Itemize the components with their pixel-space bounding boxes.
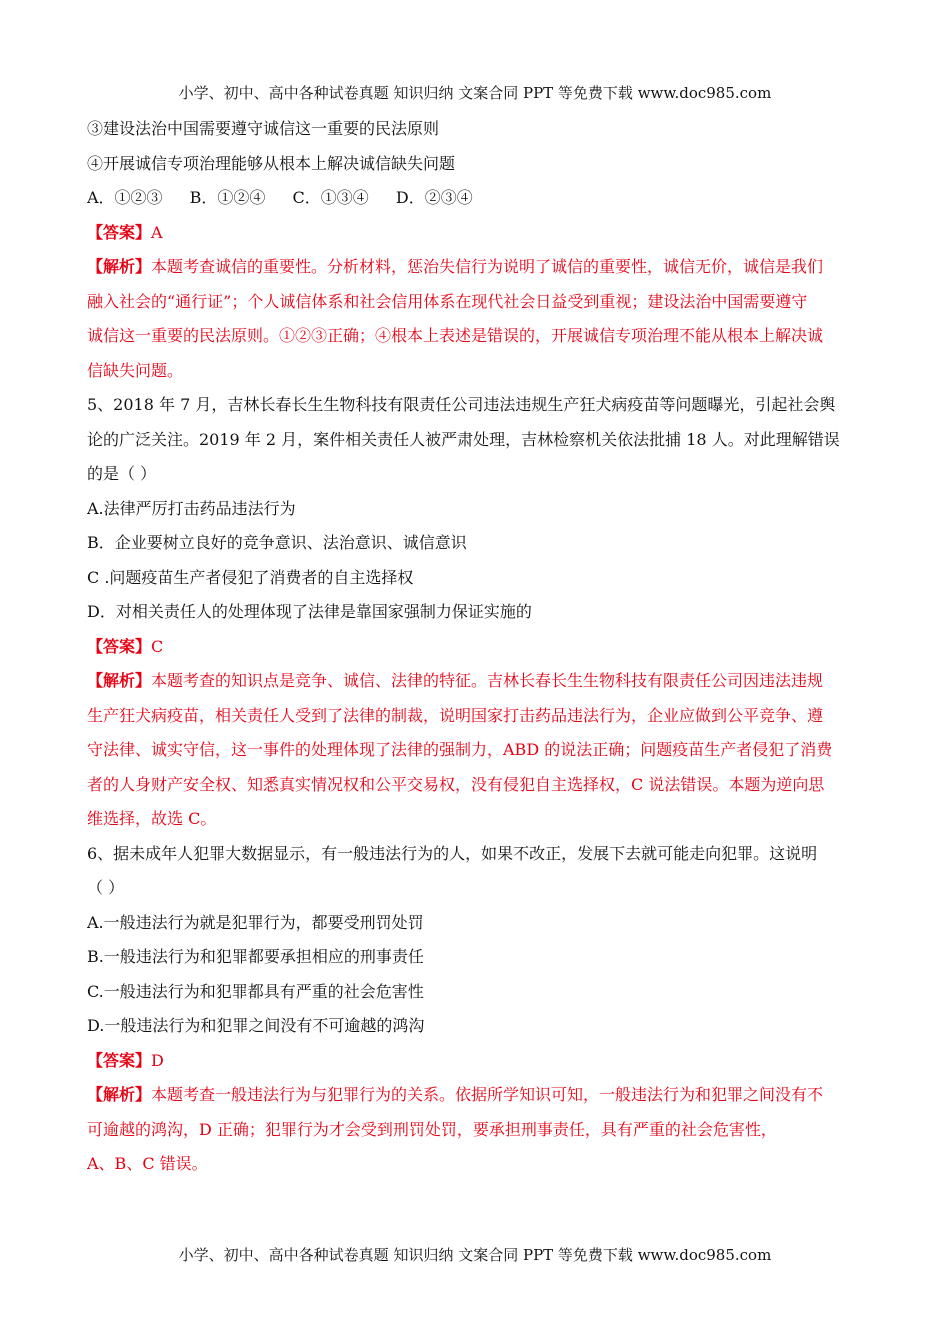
q6-answer: [87, 1044, 867, 1079]
q6-option-d: D.一般违法行为和犯罪之间没有不可逾越的鸿沟: [87, 1016, 425, 1035]
answer-value: A: [151, 222, 163, 242]
q5-option-a: A.法律严厉打击药品违法行为: [87, 498, 296, 518]
q4-item-3: ③建设法治中国需要遵守诚信这一重要的民法原则: [87, 119, 440, 138]
page-header: 小学、初中、高中各种试卷真题 知识归纳 文案合同 PPT 等免费下载 www.doc985.com: [178, 84, 772, 102]
q5-answer: [87, 630, 867, 665]
q6-explanation-line: 【解析】本题考查一般违法行为与犯罪行为的关系。依据所学知识可知，一般违法行为和犯罪之间没有不: [87, 1085, 824, 1104]
q5-explanation-line: 者的人身财产安全权、知悉真实情况权和公平交易权，没有侵犯自主选择权，C 说法错误。本题为逆向思: [87, 774, 825, 794]
q4-option-d: D．②③④: [395, 188, 473, 207]
q5-explanation-line: 生产狂犬病疫苗，相关责任人受到了法律的制裁，说明国家打击药品违法行为，企业应做到公平竞争、遵: [87, 705, 824, 725]
explanation-label: 【解析】: [87, 1085, 152, 1104]
q6-explanation-line: 可逾越的鸿沟，D 正确；犯罪行为才会受到刑罚处罚，要承担刑事责任，具有严重的社会危害性，: [87, 1119, 777, 1139]
q4-option-a: A．①②③: [87, 188, 163, 207]
q5-option-c: C .问题疫苗生产者侵犯了消费者的自主选择权: [87, 567, 414, 587]
q6-explanation-line: A、B、C 错误。: [87, 1154, 208, 1173]
q4-answer: [87, 216, 867, 251]
explanation-label: 【解析】: [87, 671, 152, 690]
q6-option-b: B.一般违法行为和犯罪都要承担相应的刑事责任: [87, 947, 424, 966]
q5-option-b: B．企业要树立良好的竞争意识、法治意识、诚信意识: [87, 533, 467, 552]
q5-explanation-line: 守法律、诚实守信，这一事件的处理体现了法律的强制力，ABD 的说法正确；问题疫苗生产者侵犯了消费: [87, 740, 833, 759]
q4-explanation-line: 【解析】本题考查诚信的重要性。分析材料，惩治失信行为说明了诚信的重要性，诚信无价，诚信是我们: [87, 257, 824, 276]
q5-stem-line: 论的广泛关注。2019 年 2 月，案件相关责任人被严肃处理，吉林检察机关依法批捕 18 人。对此理解错误: [87, 429, 840, 449]
page-footer: 小学、初中、高中各种试卷真题 知识归纳 文案合同 PPT 等免费下载 www.doc985.com: [178, 1246, 772, 1264]
q5-stem-line: 的是（ ）: [87, 464, 157, 483]
answer-value: C: [151, 636, 164, 656]
page-content: [87, 112, 867, 1182]
q6-stem-line: 6、据未成年人犯罪大数据显示，有一般违法行为的人，如果不改正，发展下去就可能走向犯罪。这说明: [87, 843, 818, 863]
q4-option-b: B．①②④: [189, 188, 266, 207]
answer-label: 【答案】: [87, 222, 152, 242]
q4-item-4: ④开展诚信专项治理能够从根本上解决诚信缺失问题: [87, 153, 456, 173]
explanation-label: 【解析】: [87, 257, 152, 276]
q5-explanation-line: 维选择，故选 C。: [87, 809, 217, 828]
q5-option-d: D．对相关责任人的处理体现了法律是靠国家强制力保证实施的: [87, 602, 532, 621]
q5-explanation-line: 【解析】本题考查的知识点是竞争、诚信、法律的特征。吉林长春长生生物科技有限责任公司因违法违规: [87, 671, 824, 690]
q4-explanation-line: 信缺失问题。: [87, 360, 184, 380]
q4-explanation-line: 融入社会的“通行证”；个人诚信体系和社会信用体系在现代社会日益受到重视；建设法治中国需要遵守: [87, 291, 808, 311]
answer-label: 【答案】: [87, 636, 152, 656]
q6-stem-line: （ ）: [87, 878, 125, 897]
q4-explanation-line: 诚信这一重要的民法原则。①②③正确；④根本上表述是错误的，开展诚信专项治理不能从根本上解决诚: [87, 326, 824, 345]
answer-value: D: [151, 1050, 164, 1070]
q4-options: [87, 181, 867, 216]
q5-stem-line: 5、2018 年 7 月，吉林长春长生生物科技有限责任公司违法违规生产狂犬病疫苗等问题曝光，引起社会舆: [87, 395, 836, 414]
answer-label: 【答案】: [87, 1050, 152, 1070]
q6-option-a: A.一般违法行为就是犯罪行为，都要受刑罚处罚: [87, 912, 424, 932]
q6-option-c: C.一般违法行为和犯罪都具有严重的社会危害性: [87, 981, 424, 1001]
q4-option-c: C．①③④: [292, 188, 369, 207]
